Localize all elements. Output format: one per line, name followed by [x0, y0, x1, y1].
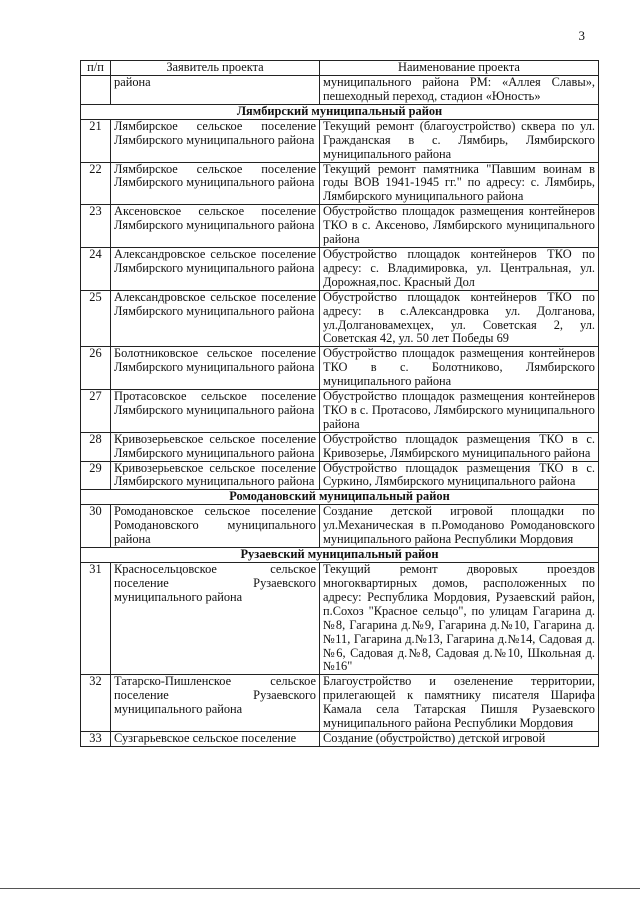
row-number: 30 — [81, 505, 111, 548]
applicant-cell: Протасовское сельское поселение Лямбирского муниципального района — [111, 390, 320, 433]
table-row — [81, 290, 599, 347]
section-row — [81, 104, 599, 119]
table-row — [81, 162, 599, 205]
project-name-cell: муниципального района РМ: «Аллея Славы», пешеходный переход, стадион «Юность» — [320, 76, 599, 105]
table-row — [81, 461, 599, 490]
project-name-cell: Создание (обустройство) детской игровой — [320, 731, 599, 746]
row-number: 28 — [81, 432, 111, 461]
project-name-cell: Обустройство площадок размещения ТКО в с. Суркино, Лямбирского муниципального района — [320, 461, 599, 490]
applicant-cell: района — [111, 76, 320, 105]
table-row — [81, 675, 599, 732]
section-title: Ромодановский муниципальный район — [81, 490, 599, 505]
table-row — [81, 505, 599, 548]
table-row — [81, 119, 599, 162]
applicant-cell: Александровское сельское поселение Лямбирского муниципального района — [111, 247, 320, 290]
project-name-cell: Обустройство площадок размещения контейнеров ТКО в с. Протасово, Лямбирского муниципального района — [320, 390, 599, 433]
section-row — [81, 548, 599, 563]
table-body — [81, 76, 599, 747]
table-row — [81, 390, 599, 433]
applicant-cell: Лямбирское сельское поселение Лямбирского муниципального района — [111, 162, 320, 205]
project-name-cell: Обустройство площадок контейнеров ТКО по адресу: в с.Александровка ул. Долганова, ул.Долгановамехцех, ул. Советская 2, ул. Советская 42, ул. 50 лет Победы 69 — [320, 290, 599, 347]
project-name-cell: Обустройство площадок размещения контейнеров ТКО в с. Болотниково, Лямбирского муниципального района — [320, 347, 599, 390]
table-row — [81, 731, 599, 746]
table-row — [81, 563, 599, 675]
project-name-cell: Текущий ремонт памятника "Павшим воинам в годы ВОВ 1941-1945 гг." по адресу: с. Лямбирь, Лямбирского муниципального района — [320, 162, 599, 205]
project-name-cell: Обустройство площадок размещения ТКО в с. Кривозерье, Лямбирского муниципального района — [320, 432, 599, 461]
row-number: 26 — [81, 347, 111, 390]
project-name-cell: Обустройство площадок размещения контейнеров ТКО в с. Аксеново, Лямбирского муниципального района — [320, 205, 599, 248]
section-title: Лямбирский муниципальный район — [81, 104, 599, 119]
row-number: 31 — [81, 563, 111, 675]
project-name-cell: Текущий ремонт (благоустройство) сквера по ул. Гражданская в с. Лямбирь, Лямбирского муниципального района — [320, 119, 599, 162]
page-number: 3 — [578, 28, 585, 43]
applicant-cell: Красносельцовское сельское поселение Рузаевского муниципального района — [111, 563, 320, 675]
projects-table — [80, 60, 599, 747]
applicant-cell: Татарско-Пишленское сельское поселение Рузаевского муниципального района — [111, 675, 320, 732]
row-number: 22 — [81, 162, 111, 205]
row-number: 25 — [81, 290, 111, 347]
applicant-cell: Лямбирское сельское поселение Лямбирского муниципального района — [111, 119, 320, 162]
project-name-cell: Создание детской игровой площадки по ул.Механическая в п.Ромоданово Ромодановского муниципального района Республики Мордовия — [320, 505, 599, 548]
row-number: 33 — [81, 731, 111, 746]
applicant-cell: Александровское сельское поселение Лямбирского муниципального района — [111, 290, 320, 347]
applicant-cell: Аксеновское сельское поселение Лямбирского муниципального района — [111, 205, 320, 248]
applicant-cell: Ромодановское сельское поселение Ромодановского муниципального района — [111, 505, 320, 548]
table-header-row — [81, 61, 599, 76]
row-number: 27 — [81, 390, 111, 433]
row-number — [81, 76, 111, 105]
applicant-cell: Сузгарьевское сельское поселение — [111, 731, 320, 746]
table-row — [81, 432, 599, 461]
table-row — [81, 347, 599, 390]
header-num: п/п — [81, 61, 111, 76]
row-number: 23 — [81, 205, 111, 248]
header-project-name: Наименование проекта — [320, 61, 599, 76]
project-name-cell: Обустройство площадок контейнеров ТКО по адресу: с. Владимировка, ул. Центральная, ул. Дорожная,пос. Красный Дол — [320, 247, 599, 290]
header-applicant: Заявитель проекта — [111, 61, 320, 76]
row-number: 21 — [81, 119, 111, 162]
table-row — [81, 76, 599, 105]
row-number: 32 — [81, 675, 111, 732]
applicant-cell: Кривозерьевское сельское поселение Лямбирского муниципального района — [111, 461, 320, 490]
applicant-cell: Кривозерьевское сельское поселение Лямбирского муниципального района — [111, 432, 320, 461]
project-name-cell: Благоустройство и озеленение территории, прилегающей к памятнику писателя Шарифа Камала села Татарская Пишля Рузаевского муниципального района Республики Мордовия — [320, 675, 599, 732]
section-row — [81, 490, 599, 505]
row-number: 24 — [81, 247, 111, 290]
table-row — [81, 205, 599, 248]
row-number: 29 — [81, 461, 111, 490]
table-row — [81, 247, 599, 290]
applicant-cell: Болотниковское сельское поселение Лямбирского муниципального района — [111, 347, 320, 390]
project-name-cell: Текущий ремонт дворовых проездов многоквартирных домов, расположенных по адресу: Республика Мордовия, Рузаевский район, п.Сохоз "Красное сельцо", по улицам Гагарина д.№8, Гагарина д.№9, Гагарина д.№10, Гагарина д.№11, Гагарина д.№13, Гагарина д.№14, Садовая д.№6, Садовая д.№8, Садовая д.№10, Школьная д.№16" — [320, 563, 599, 675]
bottom-rule — [0, 888, 640, 889]
section-title: Рузаевский муниципальный район — [81, 548, 599, 563]
